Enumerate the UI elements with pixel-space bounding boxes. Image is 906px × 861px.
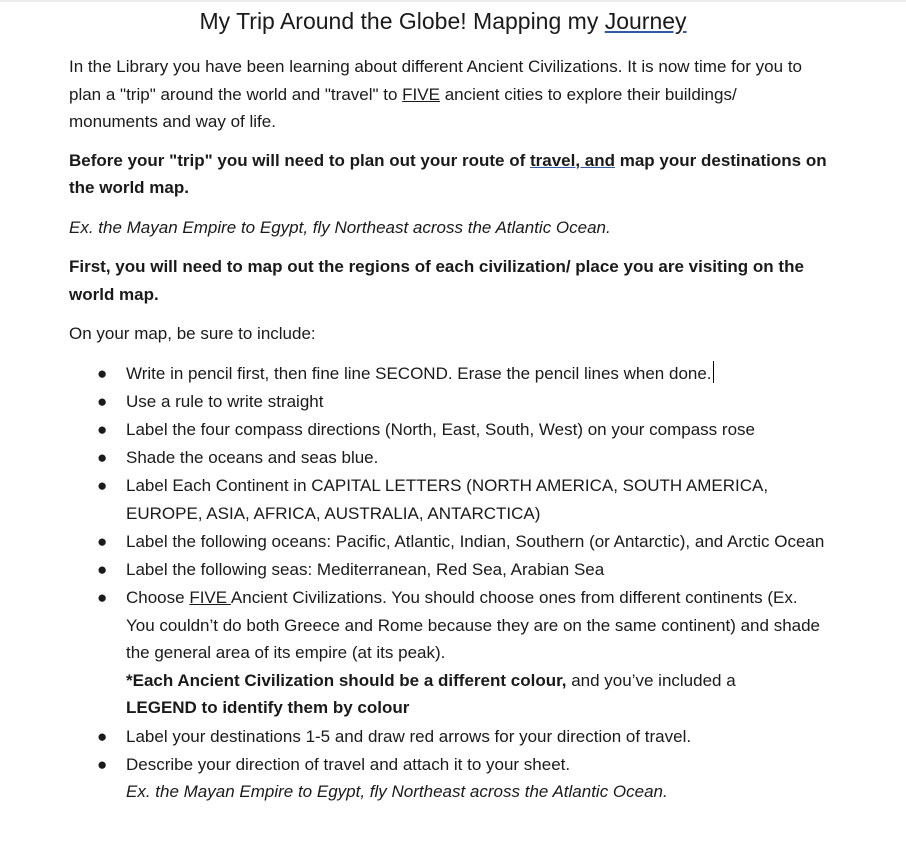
text-cursor: [713, 361, 714, 383]
intro-text-2: ancient cities to explore their buildings/ monuments and way of life.: [69, 84, 737, 131]
page-title: [59, 6, 827, 36]
list-item-text: Write in pencil first, then fine line SECOND. Erase the pencil lines when done.: [126, 363, 712, 383]
colour-rule-bold: *Each Ancient Civilization should be a different colour,: [126, 670, 567, 690]
bullet-icon: ●: [97, 588, 108, 608]
list-item-text: and you’ve included a: [566, 670, 736, 690]
bullet-icon: ●: [97, 363, 108, 383]
route-underlined: travel, and: [529, 150, 616, 170]
list-item: [69, 528, 829, 556]
checklist: [69, 360, 829, 806]
route-text-2: map your destinations on the world map.: [69, 150, 827, 197]
title-prefix: My Trip Around the Globe! Mapping my: [199, 8, 605, 34]
list-item-example: Ex. the Mayan Empire to Egypt, fly Northeast across the Atlantic Ocean.: [126, 782, 668, 802]
list-item: [69, 360, 829, 388]
bullet-icon: ●: [97, 560, 108, 580]
list-item: [69, 556, 829, 584]
list-item-text: Shade the oceans and seas blue.: [126, 448, 379, 468]
route-text-1: Before your "trip" you will need to plan out your route of: [69, 150, 530, 170]
list-item: [69, 751, 829, 806]
list-item-text: Use a rule to write straight: [126, 391, 324, 411]
five-underlined: FIVE: [189, 588, 231, 608]
list-item-text: Label the four compass directions (North, East, South, West) on your compass rose: [126, 419, 755, 439]
bullet-icon: ●: [97, 754, 108, 774]
title-underlined-word: Journey: [604, 8, 687, 34]
bullet-icon: ●: [97, 448, 108, 468]
list-item: [69, 444, 829, 472]
list-item: [69, 388, 829, 416]
list-item: [69, 584, 829, 722]
list-item-text: Label the following oceans: Pacific, Atlantic, Indian, Southern (or Antarctic), and Arctic Ocean: [126, 531, 825, 551]
bullet-icon: ●: [97, 391, 108, 411]
list-item-text: Label your destinations 1-5 and draw red arrows for your direction of travel.: [126, 726, 692, 746]
bullet-icon: ●: [97, 726, 108, 746]
list-item-text: Ancient Civilizations. You should choose ones from different continents (Ex. You couldn’t do both Greece and Rome because they are on the same continent) and shade the general area of its empire (at its peak).: [126, 588, 821, 663]
document-page[interactable]: [69, 0, 829, 806]
list-item: [69, 416, 829, 444]
intro-paragraph: [69, 53, 829, 136]
list-item-text: Label Each Continent in CAPITAL LETTERS (NORTH AMERICA, SOUTH AMERICA, EUROPE, ASIA, AFRICA, AUSTRALIA, ANTARCTICA): [126, 476, 769, 523]
include-intro: On your map, be sure to include:: [69, 324, 316, 343]
first-paragraph: First, you will need to map out the regions of each civilization/ place you are visiting on the world map.: [69, 257, 804, 304]
bullet-icon: ●: [97, 419, 108, 439]
intro-five-underlined: FIVE: [402, 84, 440, 104]
bullet-icon: ●: [97, 476, 108, 496]
bullet-icon: ●: [97, 531, 108, 551]
intro-text-1: In the Library you have been learning about different Ancient Civilizations. It is now time for you to plan a "trip" around the world and "travel" to: [69, 57, 802, 104]
list-item: [69, 472, 829, 527]
example-paragraph: Ex. the Mayan Empire to Egypt, fly Northeast across the Atlantic Ocean.: [69, 217, 611, 237]
list-item-text: Label the following seas: Mediterranean, Red Sea, Arabian Sea: [126, 560, 605, 580]
legend-rule-bold: LEGEND to identify them by colour: [126, 698, 410, 718]
route-paragraph: [69, 147, 829, 202]
list-item-text: Choose: [126, 588, 190, 608]
list-item: [69, 723, 829, 751]
list-item-text: Describe your direction of travel and attach it to your sheet.: [126, 754, 571, 774]
